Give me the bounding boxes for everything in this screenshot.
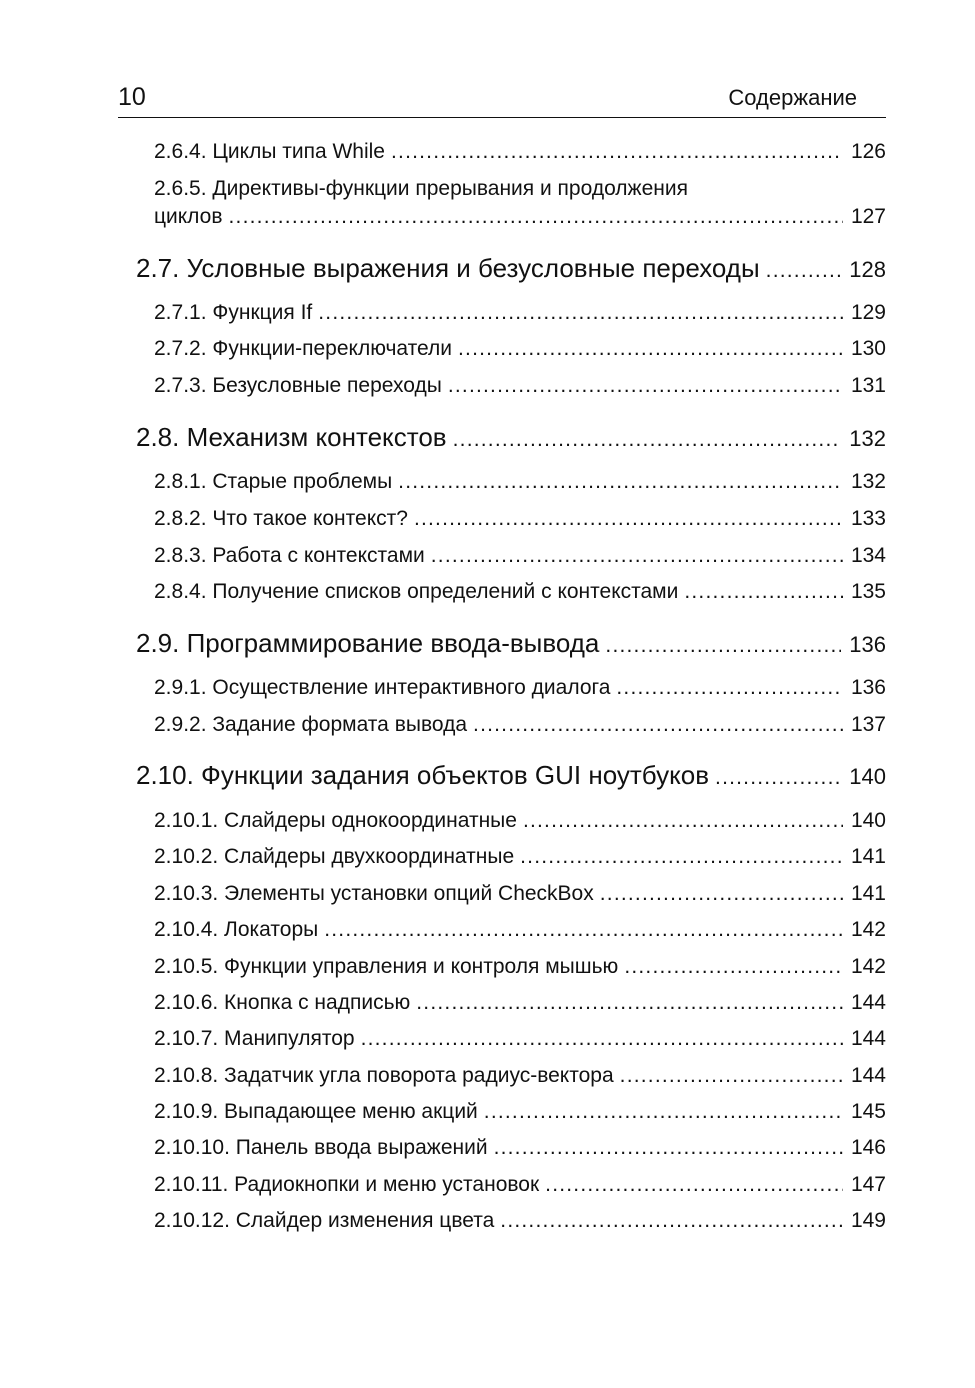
toc-entry-page: 131 [850,374,886,397]
toc-entry-2-9-1[interactable] [154,675,886,701]
toc-entry-2-10-9[interactable] [154,1099,886,1125]
toc-entry-2-10-8[interactable] [154,1063,886,1089]
toc-entry-page: 142 [850,918,886,941]
toc-section-label: 2.10. Функции задания объектов GUI ноутбуков [136,760,710,790]
dot-leader [416,990,843,1016]
toc-entry-label: 2.10.4. Локаторы [154,918,319,941]
toc-entry-2-6-4[interactable] [154,139,886,165]
toc-entry-label: 2.10.11. Радиокнопки и меню установок [154,1173,540,1196]
running-title: Содержание [728,85,857,110]
toc-entry-2-10-12[interactable] [154,1208,886,1234]
toc-entry-label: 2.7.1. Функция If [154,301,313,324]
toc-entry-page: 142 [850,955,886,978]
dot-leader [453,424,842,456]
dot-leader [520,844,843,870]
toc-section-page: 128 [849,257,886,282]
toc-entry-page: 135 [850,580,886,603]
toc-entry-label: 2.8.1. Старые проблемы [154,470,393,493]
dot-leader [473,712,843,738]
dot-leader [318,300,843,326]
dot-leader [431,543,843,569]
toc-entry-label: 2.10.1. Слайдеры однокоординатные [154,809,517,832]
toc-entry-page: 136 [850,676,886,699]
dot-leader [766,255,842,287]
toc-entry-page: 149 [850,1209,886,1232]
toc-section-page: 132 [849,426,886,451]
toc-entry-page: 140 [850,809,886,832]
toc-entry-page: 137 [850,713,886,736]
dot-leader [624,954,843,980]
toc-entry-label: 2.7.3. Безусловные переходы [154,374,442,397]
toc-entry-label: 2.10.3. Элементы установки опций CheckBox [154,882,594,905]
toc-section-page: 136 [849,632,886,657]
toc-section-2-8[interactable] [136,421,886,456]
toc-entry-2-10-10[interactable] [154,1135,886,1161]
dot-leader [448,373,843,399]
toc-entry-2-8-2[interactable] [154,506,886,532]
toc-section-2-10[interactable] [136,759,886,794]
toc-entry-2-8-4[interactable] [154,579,886,605]
dot-leader [600,881,843,907]
toc-entry-page: 127 [850,205,886,228]
toc-section-2-7[interactable] [136,252,886,287]
toc-entry-2-7-1[interactable] [154,300,886,326]
dot-leader [414,506,843,532]
dot-leader [620,1063,843,1089]
header-rule [118,117,886,118]
toc-entry-page: 134 [850,544,886,567]
toc-entry-2-10-4[interactable] [154,917,886,943]
dot-leader [391,139,843,165]
toc-entry-2-8-1[interactable] [154,469,886,495]
toc-entry-label: 2.10.5. Функции управления и контроля мышью [154,955,619,978]
dot-leader [684,579,843,605]
dot-leader [494,1135,843,1161]
dot-leader [484,1099,843,1125]
toc-entry-page: 132 [850,470,886,493]
dot-leader [398,469,843,495]
toc-entry-page: 147 [850,1173,886,1196]
toc-entry-2-10-11[interactable] [154,1172,886,1198]
toc-entry-page: 146 [850,1136,886,1159]
toc-entry-label: 2.9.2. Задание формата вывода [154,713,468,736]
toc-entry-page: 130 [850,337,886,360]
toc-entry-label: 2.10.6. Кнопка с надписью [154,991,411,1014]
toc-entry-label: 2.9.1. Осуществление интерактивного диалога [154,676,611,699]
toc-section-label: 2.7. Условные выражения и безусловные переходы [136,253,760,283]
dot-leader [545,1172,843,1198]
toc-entry-page: 133 [850,507,886,530]
dot-leader [605,630,841,662]
toc-entry-2-10-2[interactable] [154,844,886,870]
toc-entry-page: 144 [850,1064,886,1087]
toc-entry-2-10-6[interactable] [154,990,886,1016]
toc-entry-label: 2.7.2. Функции-переключатели [154,337,452,360]
dot-leader [523,808,843,834]
dot-leader [229,204,843,230]
toc-entry-2-6-5-line1[interactable]: 2.6.5. Директивы-функции прерывания и продолжения [154,177,688,200]
toc-entry-page: 129 [850,301,886,324]
toc-entry-label: 2.10.2. Слайдеры двухкоординатные [154,845,515,868]
dot-leader [616,675,843,701]
toc-entry-2-10-5[interactable] [154,954,886,980]
toc-entry-page: 141 [850,845,886,868]
toc-section-2-9[interactable] [136,627,886,662]
toc-entry-page: 141 [850,882,886,905]
toc-entry-2-7-3[interactable] [154,373,886,399]
toc-entry-label: 2.10.12. Слайдер изменения цвета [154,1209,495,1232]
toc-entry-page: 126 [850,140,886,163]
toc-section-label: 2.8. Механизм контекстов [136,422,447,452]
toc-entry-page: 145 [850,1100,886,1123]
toc-entry-2-8-3[interactable] [154,543,886,569]
toc-entry-label: 2.8.2. Что такое контекст? [154,507,408,530]
toc-entry-page: 144 [850,1027,886,1050]
toc-entry-label: циклов [154,205,223,228]
toc-entry-label: 2.8.4. Получение списков определений с контекстами [154,580,679,603]
dot-leader [324,917,843,943]
dot-leader [458,336,843,362]
dot-leader [715,762,841,794]
dot-leader [361,1026,843,1052]
toc-entry-label: 2.6.4. Циклы типа While [154,140,385,163]
toc-entry-2-10-1[interactable] [154,808,886,834]
toc-entry-label: 2.10.7. Манипулятор [154,1027,355,1050]
toc-entry-label: 2.10.8. Задатчик угла поворота радиус-вектора [154,1064,614,1087]
toc-entry-label: 2.10.10. Панель ввода выражений [154,1136,488,1159]
toc-entry-2-10-7[interactable] [154,1026,886,1052]
toc-entry-2-7-2[interactable] [154,336,886,362]
toc-entry-label: 2.8.3. Работа с контекстами [154,544,425,567]
toc-entry-page: 144 [850,991,886,1014]
toc-entry-2-6-5[interactable] [154,204,886,230]
toc-entry-label: 2.10.9. Выпадающее меню акций [154,1100,478,1123]
page-number: 10 [118,83,146,111]
toc-entry-2-10-3[interactable] [154,881,886,907]
toc-section-label: 2.9. Программирование ввода-вывода [136,628,600,658]
toc-section-page: 140 [849,764,886,789]
toc-entry-2-9-2[interactable] [154,712,886,738]
dot-leader [500,1208,843,1234]
